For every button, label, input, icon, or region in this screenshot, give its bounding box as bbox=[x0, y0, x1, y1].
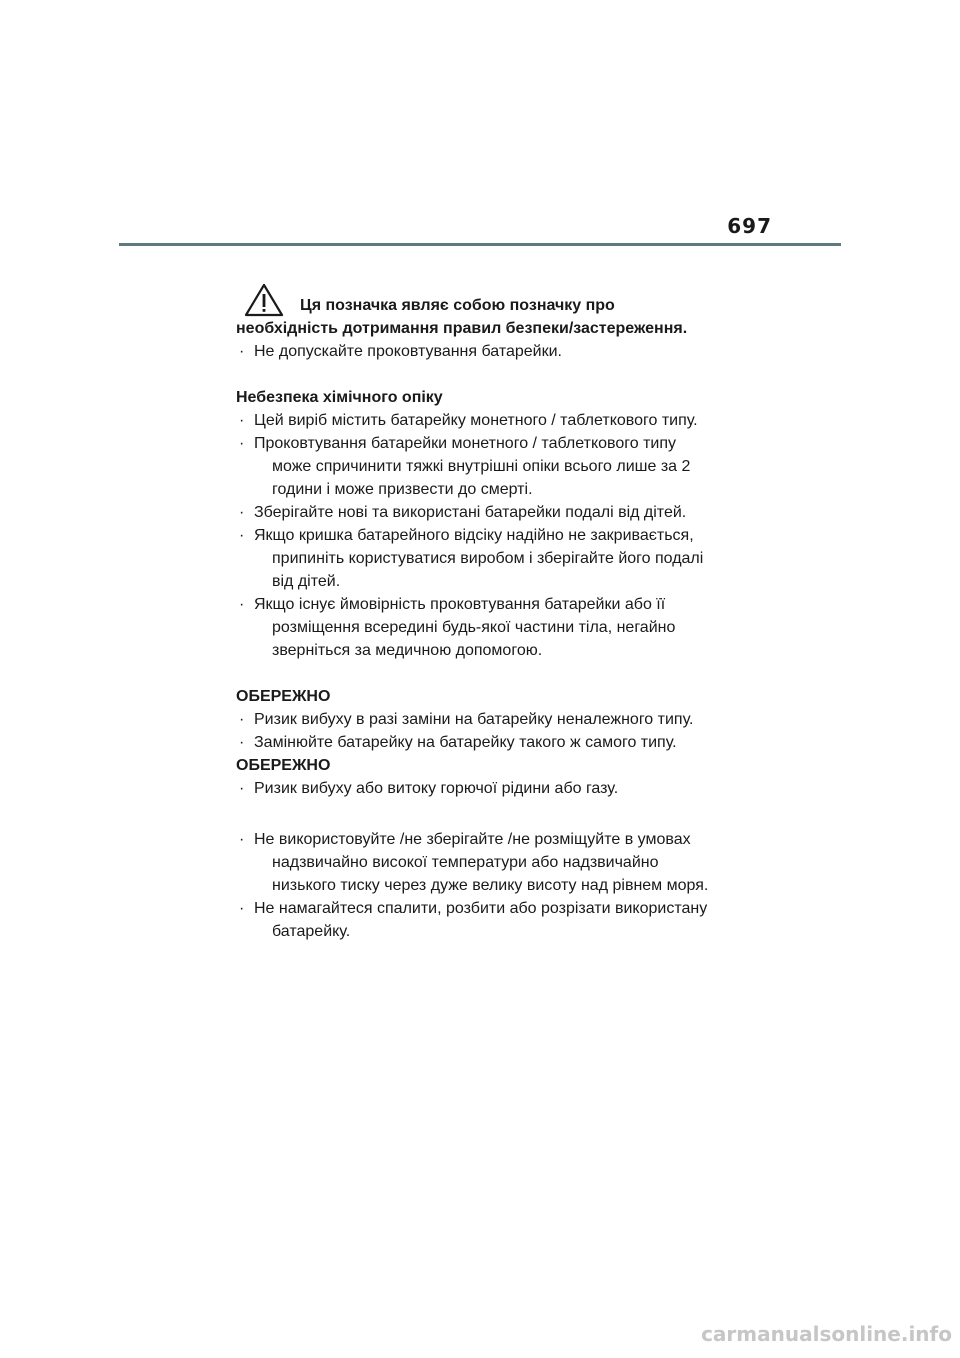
page-number: 697 bbox=[727, 214, 772, 238]
section-heading-caution-1: ОБЕРЕЖНО bbox=[236, 688, 331, 705]
watermark: carmanualsonline.info bbox=[701, 1322, 952, 1346]
section-heading-chemical: Небезпека хімічного опіку bbox=[236, 389, 443, 406]
list-item: · Не намагайтеся спалити, розбити або розрізати використану батарейку. bbox=[236, 897, 756, 943]
warning-triangle-icon bbox=[244, 283, 284, 317]
bullet-text: Замінюйте батарейку на батарейку такого ж самого типу. bbox=[254, 734, 677, 751]
list-item: · Якщо кришка батарейного відсіку надійно не закривається, припиніть користуватися виробом і зберігайте його подалі від дітей. bbox=[236, 524, 756, 593]
section-heading-caution-2: ОБЕРЕЖНО bbox=[236, 757, 331, 774]
bullet-text-line: Якщо існує ймовірність проковтування батарейки або її bbox=[254, 596, 666, 613]
list-item: · Не використовуйте /не зберігайте /не розміщуйте в умовах надзвичайно високої температури або надзвичайно низького тиску через дуже велику висоту над рівнем моря. bbox=[236, 828, 756, 897]
bullet-text: Не допускайте проковтування батарейки. bbox=[254, 343, 562, 360]
bullet-text: Ризик вибуху або витоку горючої рідини або газу. bbox=[254, 780, 619, 797]
intro-text-2: необхідність дотримання правил безпеки/застереження. bbox=[236, 320, 688, 337]
bullet-text-line: зверніться за медичною допомогою. bbox=[272, 642, 543, 659]
bullet-text: Зберігайте нові та використані батарейки подалі від дітей. bbox=[254, 504, 687, 521]
intro-warning bbox=[236, 283, 756, 340]
bullet-text-line: може спричинити тяжкі внутрішні опіки всього лише за 2 bbox=[272, 458, 691, 475]
bullet-text-line: розміщення всередині будь-якої частини тіла, негайно bbox=[272, 619, 676, 636]
bullet-text-line: Не використовуйте /не зберігайте /не розміщуйте в умовах bbox=[254, 831, 691, 848]
list-item: · Проковтування батарейки монетного / таблеткового типу може спричинити тяжкі внутрішні опіки всього лише за 2 години і може призвести до смерті. bbox=[236, 432, 756, 501]
bullet-text-line: батарейку. bbox=[272, 923, 351, 940]
list-item: · Цей виріб містить батарейку монетного / таблеткового типу. bbox=[239, 412, 698, 429]
list-item: · Якщо існує ймовірність проковтування батарейки або її розміщення всередині будь-якої частини тіла, негайно зверніться за медичною допомогою. bbox=[236, 593, 756, 662]
header-rule bbox=[119, 243, 841, 246]
list-item: · Ризик вибуху або витоку горючої рідини або газу. bbox=[239, 780, 619, 797]
bullet-text: Ризик вибуху в разі заміни на батарейку неналежного типу. bbox=[254, 711, 694, 728]
bullet-text-line: низького тиску через дуже велику висоту над рівнем моря. bbox=[272, 877, 709, 894]
bullet-text-line: надзвичайно високої температури або надзвичайно bbox=[272, 854, 659, 871]
list-item: · Ризик вибуху в разі заміни на батарейку неналежного типу. bbox=[239, 711, 694, 728]
list-item: · Замінюйте батарейку на батарейку такого ж самого типу. bbox=[239, 734, 677, 751]
bullet-text-line: Проковтування батарейки монетного / таблеткового типу bbox=[254, 435, 676, 452]
bullet-text-line: Якщо кришка батарейного відсіку надійно не закривається, bbox=[254, 527, 694, 544]
intro-text-1: Ця позначка являє собою позначку про bbox=[300, 297, 615, 314]
bullet-text-line: припиніть користуватися виробом і зберігайте його подалі bbox=[272, 550, 704, 567]
intro-line1 bbox=[236, 283, 756, 317]
bullet-text-line: години і може призвести до смерті. bbox=[272, 481, 533, 498]
bullet-text-line: Не намагайтеся спалити, розбити або розрізати використану bbox=[254, 900, 708, 917]
list-item: · Не допускайте проковтування батарейки. bbox=[239, 343, 562, 360]
bullet-text-line: від дітей. bbox=[272, 573, 341, 590]
list-item: · Зберігайте нові та використані батарейки подалі від дітей. bbox=[239, 504, 687, 521]
bullet-text: Цей виріб містить батарейку монетного / таблеткового типу. bbox=[254, 412, 698, 429]
document-body bbox=[236, 283, 756, 943]
